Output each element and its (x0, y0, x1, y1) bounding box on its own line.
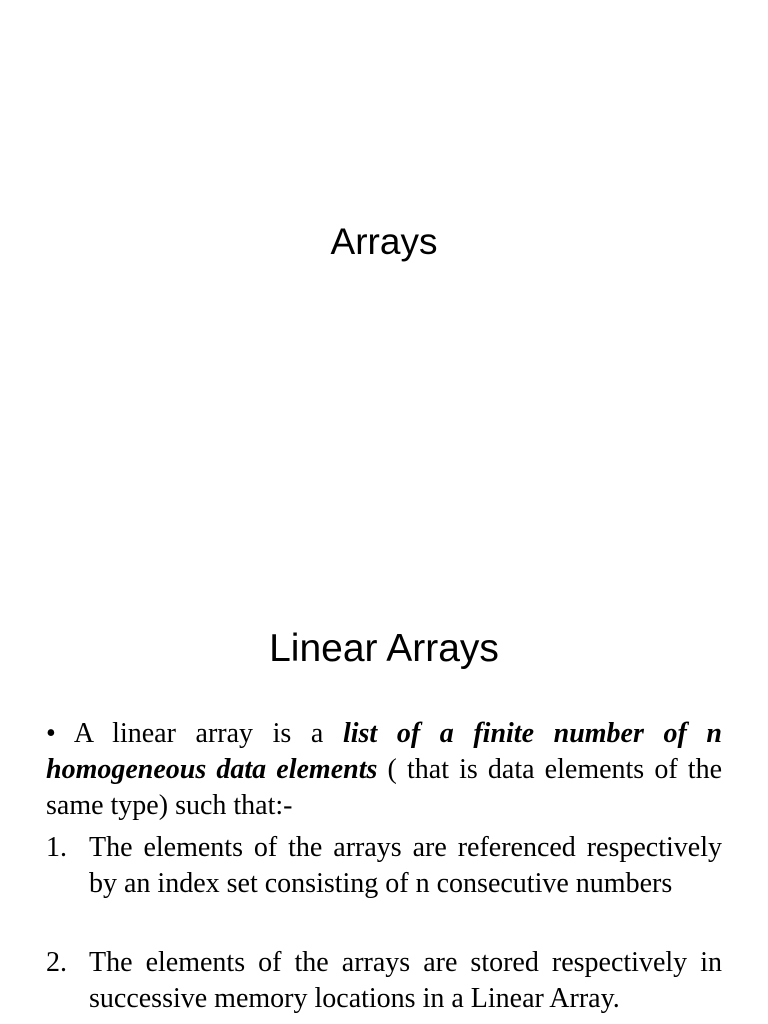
list-item (46, 945, 722, 1017)
slide-title: Linear Arrays (269, 627, 499, 670)
content-slide (0, 576, 768, 1024)
bullet-text-after: ( that is data elements of the same type) such that:- (46, 754, 723, 821)
bullet-emphasis: list of a finite number of n homogeneous data elements (46, 718, 722, 785)
list-item-number: 1. (46, 832, 67, 863)
list-item-number: 2. (46, 947, 67, 978)
bullet-marker: • (46, 718, 56, 749)
bullet-text-before: A linear array is a (73, 718, 324, 749)
list-item-text: The elements of the arrays are stored respectively in successive memory locations in a Linear Array. (89, 947, 722, 1014)
bullet-paragraph (46, 716, 722, 824)
slide-title: Arrays (330, 221, 438, 262)
list-item-text: The elements of the arrays are referenced respectively by an index set consisting of n consecutive numbers (89, 832, 722, 899)
list-item (46, 830, 722, 902)
